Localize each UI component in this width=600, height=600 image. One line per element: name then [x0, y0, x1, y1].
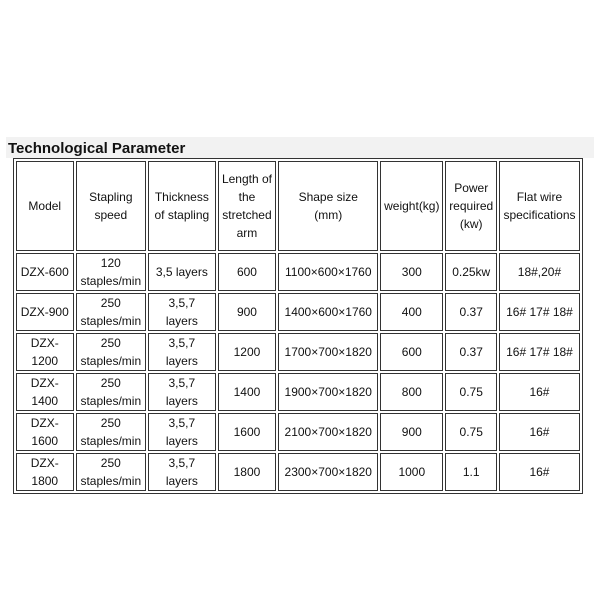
cell-flat-wire: 16#: [499, 453, 580, 491]
cell-thickness: 3,5 layers: [148, 253, 215, 291]
cell-arm-length: 1600: [218, 413, 277, 451]
cell-shape-size: 1900×700×1820: [278, 373, 378, 411]
cell-stapling-speed: 120 staples/min: [76, 253, 147, 291]
cell-model: DZX- 1200: [16, 333, 74, 371]
header-flat-wire: Flat wire specifications: [499, 161, 580, 251]
cell-power: 0.37: [445, 333, 496, 371]
cell-model: DZX- 1400: [16, 373, 74, 411]
cell-stapling-speed: 250 staples/min: [76, 453, 147, 491]
cell-shape-size: 2100×700×1820: [278, 413, 378, 451]
page-title: Technological Parameter: [8, 140, 186, 157]
cell-flat-wire: 18#,20#: [499, 253, 580, 291]
cell-weight: 1000: [380, 453, 443, 491]
cell-flat-wire: 16#: [499, 373, 580, 411]
cell-thickness: 3,5,7 layers: [148, 293, 215, 331]
cell-shape-size: 2300×700×1820: [278, 453, 378, 491]
cell-weight: 300: [380, 253, 443, 291]
cell-weight: 900: [380, 413, 443, 451]
table-row: [16, 253, 580, 291]
cell-flat-wire: 16# 17# 18#: [499, 293, 580, 331]
cell-thickness: 3,5,7 layers: [148, 413, 215, 451]
header-arm-length: Length of the stretched arm: [218, 161, 277, 251]
cell-power: 0.37: [445, 293, 496, 331]
cell-power: 1.1: [445, 453, 496, 491]
header-weight: weight(kg): [380, 161, 443, 251]
header-power: Power required (kw): [445, 161, 496, 251]
cell-power: 0.75: [445, 413, 496, 451]
cell-power: 0.75: [445, 373, 496, 411]
cell-thickness: 3,5,7 layers: [148, 373, 215, 411]
cell-arm-length: 600: [218, 253, 277, 291]
parameter-table: [13, 158, 583, 494]
table-row: [16, 333, 580, 371]
table-row: [16, 293, 580, 331]
cell-arm-length: 1800: [218, 453, 277, 491]
cell-arm-length: 1400: [218, 373, 277, 411]
cell-stapling-speed: 250 staples/min: [76, 333, 147, 371]
cell-flat-wire: 16# 17# 18#: [499, 333, 580, 371]
cell-model: DZX-600: [16, 253, 74, 291]
table-row: [16, 413, 580, 451]
cell-stapling-speed: 250 staples/min: [76, 373, 147, 411]
cell-weight: 600: [380, 333, 443, 371]
cell-arm-length: 900: [218, 293, 277, 331]
cell-thickness: 3,5,7 layers: [148, 333, 215, 371]
cell-power: 0.25kw: [445, 253, 496, 291]
header-thickness: Thickness of stapling: [148, 161, 215, 251]
cell-shape-size: 1700×700×1820: [278, 333, 378, 371]
header-shape-size: Shape size (mm): [278, 161, 378, 251]
table-row: [16, 373, 580, 411]
header-stapling-speed: Stapling speed: [76, 161, 147, 251]
table-header-row: [16, 161, 580, 251]
table-row: [16, 453, 580, 491]
cell-flat-wire: 16#: [499, 413, 580, 451]
cell-arm-length: 1200: [218, 333, 277, 371]
cell-stapling-speed: 250 staples/min: [76, 413, 147, 451]
cell-shape-size: 1100×600×1760: [278, 253, 378, 291]
cell-weight: 800: [380, 373, 443, 411]
cell-model: DZX- 1800: [16, 453, 74, 491]
cell-model: DZX-900: [16, 293, 74, 331]
cell-thickness: 3,5,7 layers: [148, 453, 215, 491]
cell-stapling-speed: 250 staples/min: [76, 293, 147, 331]
cell-shape-size: 1400×600×1760: [278, 293, 378, 331]
header-model: Model: [16, 161, 74, 251]
cell-weight: 400: [380, 293, 443, 331]
cell-model: DZX- 1600: [16, 413, 74, 451]
